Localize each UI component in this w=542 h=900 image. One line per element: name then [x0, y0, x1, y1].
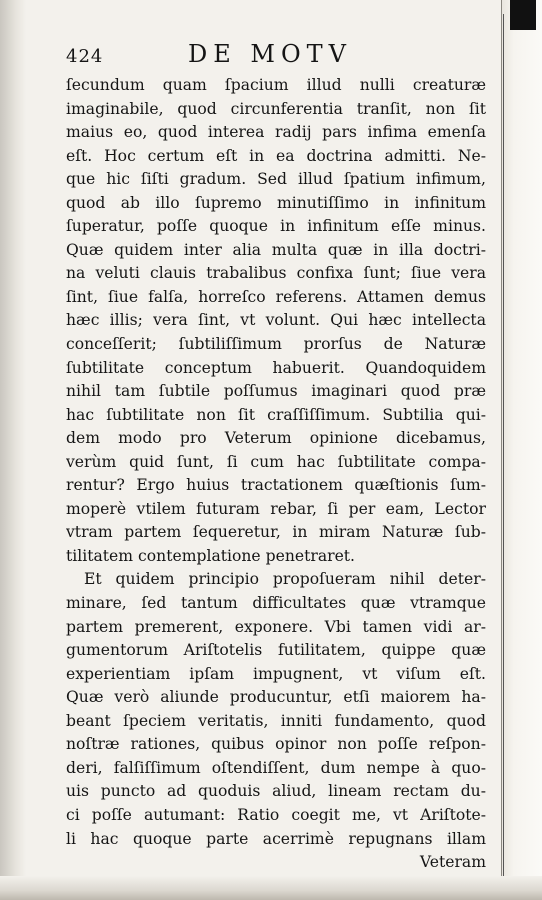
text-line: beant ſpeciem veritatis, inniti fundamento, quod [66, 711, 486, 730]
text-line: eſt. Hoc certum eſt in ea doctrina admitti. Ne- [66, 146, 486, 165]
text-line: conceſſerit; ſubtiliſſimum prorſus de Naturæ [66, 335, 486, 354]
text-line: maius eo, quod interea radij pars infima emenſa [66, 123, 486, 142]
text-line: nihil tam ſubtile poſſumus imaginari quod præ [66, 382, 486, 401]
text-line: ſuperatur, poſſe quoque in infinitum eſſe minus. [66, 217, 486, 236]
text-line: moperè vtilem futuram rebar, ſi per eam, Lector [66, 499, 486, 518]
text-line: hæc illis; vera ſint, vt volunt. Qui hæc intellecta [66, 311, 486, 330]
text-line: ſubtilitate conceptum habuerit. Quandoquidem [66, 358, 486, 377]
text-line: imaginabile, quod circunferentia tranſit, non ſit [66, 99, 486, 118]
text-line: partem premerent, exponere. Vbi tamen vidi ar- [66, 617, 486, 636]
text-line: quod ab illo ſupremo minutiſſimo in infinitum [66, 193, 486, 212]
text-line: Quæ verò aliunde producuntur, etſi maiorem ha- [66, 688, 486, 707]
text-line: deri, falſiſſimum oſtendiſſent, dum nempe à quo- [66, 758, 486, 777]
text-line: que hic ſiſti gradum. Sed illud ſpatium infimum, [66, 170, 486, 189]
text-line: experientiam ipſam impugnent, vt viſum eſt. [66, 664, 486, 683]
text-line: Quæ quidem inter alia multa quæ in illa doctri- [66, 240, 486, 259]
page-tab-marker [510, 0, 536, 30]
text-line: gumentorum Ariſtotelis futilitatem, quippe quæ [66, 641, 486, 660]
text-line: na veluti clauis trabalibus confixa ſunt; ſiue vera [66, 264, 486, 283]
text-line: hac ſubtilitate non ſit craſſiſſimum. Subtilia qui- [66, 405, 486, 424]
text-line: rentur? Ergo huius tractationem quæſtionis ſum- [66, 476, 486, 495]
text-line: dem modo pro Veterum opinione dicebamus, [66, 429, 486, 448]
text-line: li hac quoque parte acerrimè repugnans illam [66, 829, 486, 848]
text-line: ci poſſe autumant: Ratio coegit me, vt Ariſtote- [66, 805, 486, 824]
text-block [66, 40, 486, 875]
text-line: uis puncto ad quoduis aliud, lineam rectam du- [66, 782, 486, 801]
paragraph-1 [66, 74, 486, 568]
text-line: noſtræ rationes, quibus opinor non poſſe reſpon- [66, 735, 486, 754]
text-line: minare, ſed tantum difficultates quæ vtramque [66, 594, 486, 613]
text-line: verùm quid ſunt, ſi cum hac ſubtilitate compa- [66, 452, 486, 471]
next-leaf-edge [501, 0, 542, 900]
page-header [66, 40, 486, 74]
text-line: vtram partem ſequeretur, in miram Naturæ ſub- [66, 523, 486, 542]
text-line: ſint, ſiue falſa, horreſco referens. Attamen demus [66, 287, 486, 306]
catchword: Veteram [419, 853, 486, 872]
page-number: 424 [66, 46, 104, 67]
text-line: ſecundum quam ſpacium illud nulli creaturæ [66, 76, 486, 94]
bottom-page-edge [0, 876, 542, 900]
spine-shadow [0, 0, 26, 900]
running-title: DE MOTV [188, 40, 352, 68]
text-line: tilitatem contemplatione penetraret. [66, 546, 356, 565]
leaf-border-line [503, 14, 504, 884]
text-line: Et quidem principio propoſueram nihil deter- [84, 570, 486, 589]
paragraph-2 [66, 568, 486, 851]
